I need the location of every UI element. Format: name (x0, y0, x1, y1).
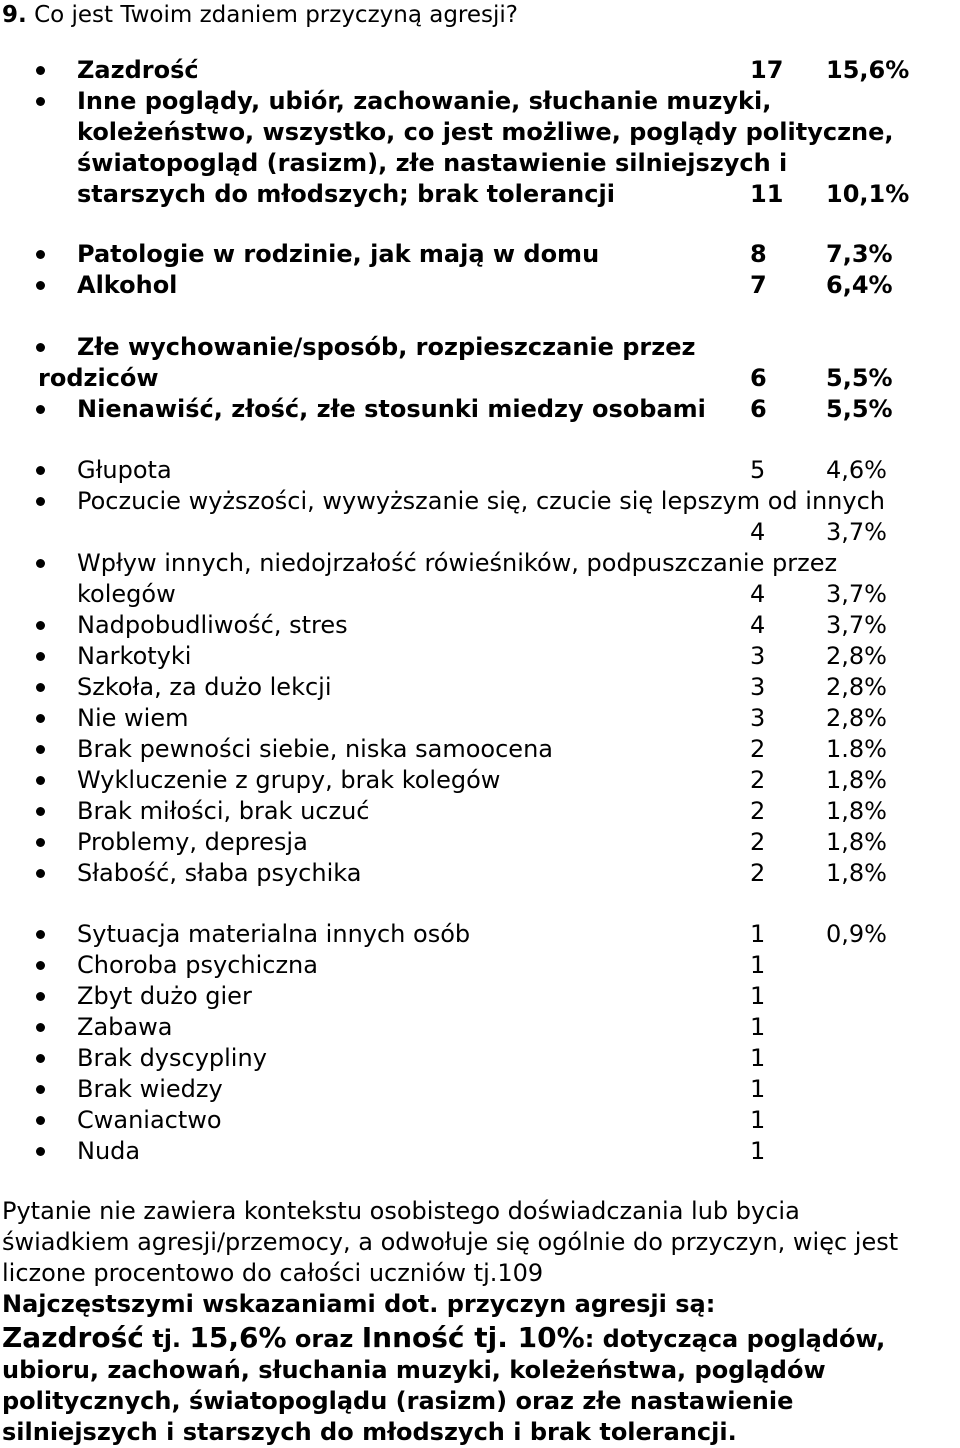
item-percent: 7,3% (826, 240, 893, 268)
bullet-icon (36, 621, 45, 630)
item-count: 1 (750, 1013, 766, 1041)
conclusion-line: politycznych, światopoglądu (rasizm) oraz złe nastawienie (2, 1387, 794, 1415)
item-label-line: koleżeństwo, wszystko, co jest możliwe, poglądy polityczne, (77, 118, 894, 146)
item-percent: 3,7% (826, 518, 887, 546)
item-label: Zazdrość (77, 56, 199, 84)
conclusion-value: 10% (517, 1321, 585, 1354)
item-label: Szkoła, za dużo lekcji (77, 673, 332, 701)
item-label: Poczucie wyższości, wywyższanie się, czucie się lepszym od innych (77, 487, 885, 515)
item-label: Głupota (77, 456, 172, 484)
bullet-icon (36, 497, 45, 506)
item-count: 2 (750, 766, 766, 794)
bullet-icon (36, 405, 45, 414)
question-number: 9. (2, 2, 27, 28)
bullet-icon (36, 992, 45, 1001)
item-count: 2 (750, 735, 766, 763)
item-count: 2 (750, 797, 766, 825)
bullet-icon (36, 1023, 45, 1032)
item-label: Nienawiść, złość, złe stosunki miedzy osobami (77, 395, 706, 423)
item-label: Słabość, słaba psychika (77, 859, 362, 887)
item-percent: 1,8% (826, 766, 887, 794)
item-label: Zbyt dużo gier (77, 982, 252, 1010)
bullet-icon (36, 97, 45, 106)
item-count: 6 (750, 364, 767, 392)
bullet-icon (36, 343, 45, 352)
note-line: świadkiem agresji/przemocy, a odwołuje się ogólnie do przyczyn, więc jest (2, 1228, 899, 1256)
item-count: 1 (750, 982, 766, 1010)
conclusion-connector: oraz (286, 1325, 362, 1353)
question-heading (2, 0, 518, 30)
item-label-line: starszych do młodszych; brak tolerancji (77, 180, 615, 208)
bullet-icon (36, 1054, 45, 1063)
item-label-line: kolegów (77, 580, 176, 608)
conclusion-tail: : dotycząca poglądów, (584, 1325, 886, 1353)
bullet-icon (36, 250, 45, 259)
item-count: 6 (750, 395, 767, 423)
item-label: Wykluczenie z grupy, brak kolegów (77, 766, 501, 794)
bullet-icon (36, 1085, 45, 1094)
conclusion-line: silniejszych i starszych do młodszych i brak tolerancji. (2, 1418, 737, 1446)
item-count: 3 (750, 642, 766, 670)
item-label-line: Złe wychowanie/sposób, rozpieszczanie przez (77, 333, 696, 361)
bullet-icon (36, 66, 45, 75)
item-percent: 4,6% (826, 456, 887, 484)
item-label: Problemy, depresja (77, 828, 308, 856)
conclusion-connector: tj. (143, 1325, 190, 1353)
item-percent: 1.8% (826, 735, 887, 763)
item-label: Nie wiem (77, 704, 189, 732)
bullet-icon (36, 466, 45, 475)
item-percent: 6,4% (826, 271, 893, 299)
conclusion-term: Inność (361, 1321, 465, 1354)
item-count: 5 (750, 456, 766, 484)
bullet-icon (36, 281, 45, 290)
conclusion-value: 15,6% (189, 1321, 287, 1354)
item-count: 2 (750, 828, 766, 856)
note-line: Pytanie nie zawiera kontekstu osobistego doświadczania lub bycia (2, 1197, 800, 1225)
bullet-icon (36, 776, 45, 785)
item-label: Choroba psychiczna (77, 951, 318, 979)
item-percent: 1,8% (826, 859, 887, 887)
item-label: Sytuacja materialna innych osób (77, 920, 471, 948)
item-count: 1 (750, 1075, 766, 1103)
item-count: 7 (750, 271, 767, 299)
conclusion-term: Zazdrość (2, 1321, 144, 1354)
item-percent: 10,1% (826, 180, 910, 208)
item-count: 1 (750, 1137, 766, 1165)
item-label: Nadpobudliwość, stres (77, 611, 348, 639)
bullet-icon (36, 930, 45, 939)
item-count: 3 (750, 673, 766, 701)
item-label: Narkotyki (77, 642, 192, 670)
item-count: 17 (750, 56, 784, 84)
item-percent: 3,7% (826, 611, 887, 639)
item-label-line: rodziców (38, 364, 159, 392)
item-count: 1 (750, 920, 766, 948)
bullet-icon (36, 745, 45, 754)
item-label: Brak miłości, brak uczuć (77, 797, 370, 825)
bullet-icon (36, 714, 45, 723)
item-label: Brak dyscypliny (77, 1044, 267, 1072)
bullet-icon (36, 1147, 45, 1156)
item-label-line: światopogląd (rasizm), złe nastawienie silniejszych i (77, 149, 788, 177)
item-percent: 1,8% (826, 828, 887, 856)
item-count: 8 (750, 240, 767, 268)
item-label: Zabawa (77, 1013, 173, 1041)
item-count: 1 (750, 1106, 766, 1134)
item-percent: 0,9% (826, 920, 887, 948)
item-percent: 2,8% (826, 642, 887, 670)
item-label-line: Inne poglądy, ubiór, zachowanie, słuchanie muzyki, (77, 87, 772, 115)
item-count: 11 (750, 180, 784, 208)
item-percent: 1,8% (826, 797, 887, 825)
item-label: Brak pewności siebie, niska samoocena (77, 735, 553, 763)
item-percent: 5,5% (826, 395, 893, 423)
note-line: liczone procentowo do całości uczniów tj.109 (2, 1259, 544, 1287)
bullet-icon (36, 961, 45, 970)
conclusion-line: ubioru, zachowań, słuchania muzyki, koleżeństwa, poglądów (2, 1356, 826, 1384)
bullet-icon (36, 652, 45, 661)
bullet-icon (36, 1116, 45, 1125)
item-count: 4 (750, 518, 766, 546)
bullet-icon (36, 838, 45, 847)
item-label-line: Wpływ innych, niedojrzałość rówieśników, podpuszczanie przez (77, 549, 838, 577)
item-count: 1 (750, 1044, 766, 1072)
conclusion-lead (2, 1320, 885, 1357)
bullet-icon (36, 683, 45, 692)
item-label: Patologie w rodzinie, jak mają w domu (77, 240, 600, 268)
item-label: Brak wiedzy (77, 1075, 223, 1103)
question-text: Co jest Twoim zdaniem przyczyną agresji? (34, 2, 519, 28)
item-count: 2 (750, 859, 766, 887)
bullet-icon (36, 869, 45, 878)
conclusion-heading: Najczęstszymi wskazaniami dot. przyczyn agresji są: (2, 1290, 716, 1318)
item-percent: 2,8% (826, 704, 887, 732)
item-percent: 15,6% (826, 56, 910, 84)
item-label: Nuda (77, 1137, 141, 1165)
item-label: Alkohol (77, 271, 178, 299)
bullet-icon (36, 807, 45, 816)
conclusion-connector: tj. (464, 1321, 518, 1354)
item-count: 4 (750, 611, 766, 639)
item-label: Cwaniactwo (77, 1106, 222, 1134)
item-percent: 3,7% (826, 580, 887, 608)
item-count: 1 (750, 951, 766, 979)
item-count: 4 (750, 580, 766, 608)
item-count: 3 (750, 704, 766, 732)
bullet-icon (36, 559, 45, 568)
item-percent: 5,5% (826, 364, 893, 392)
item-percent: 2,8% (826, 673, 887, 701)
